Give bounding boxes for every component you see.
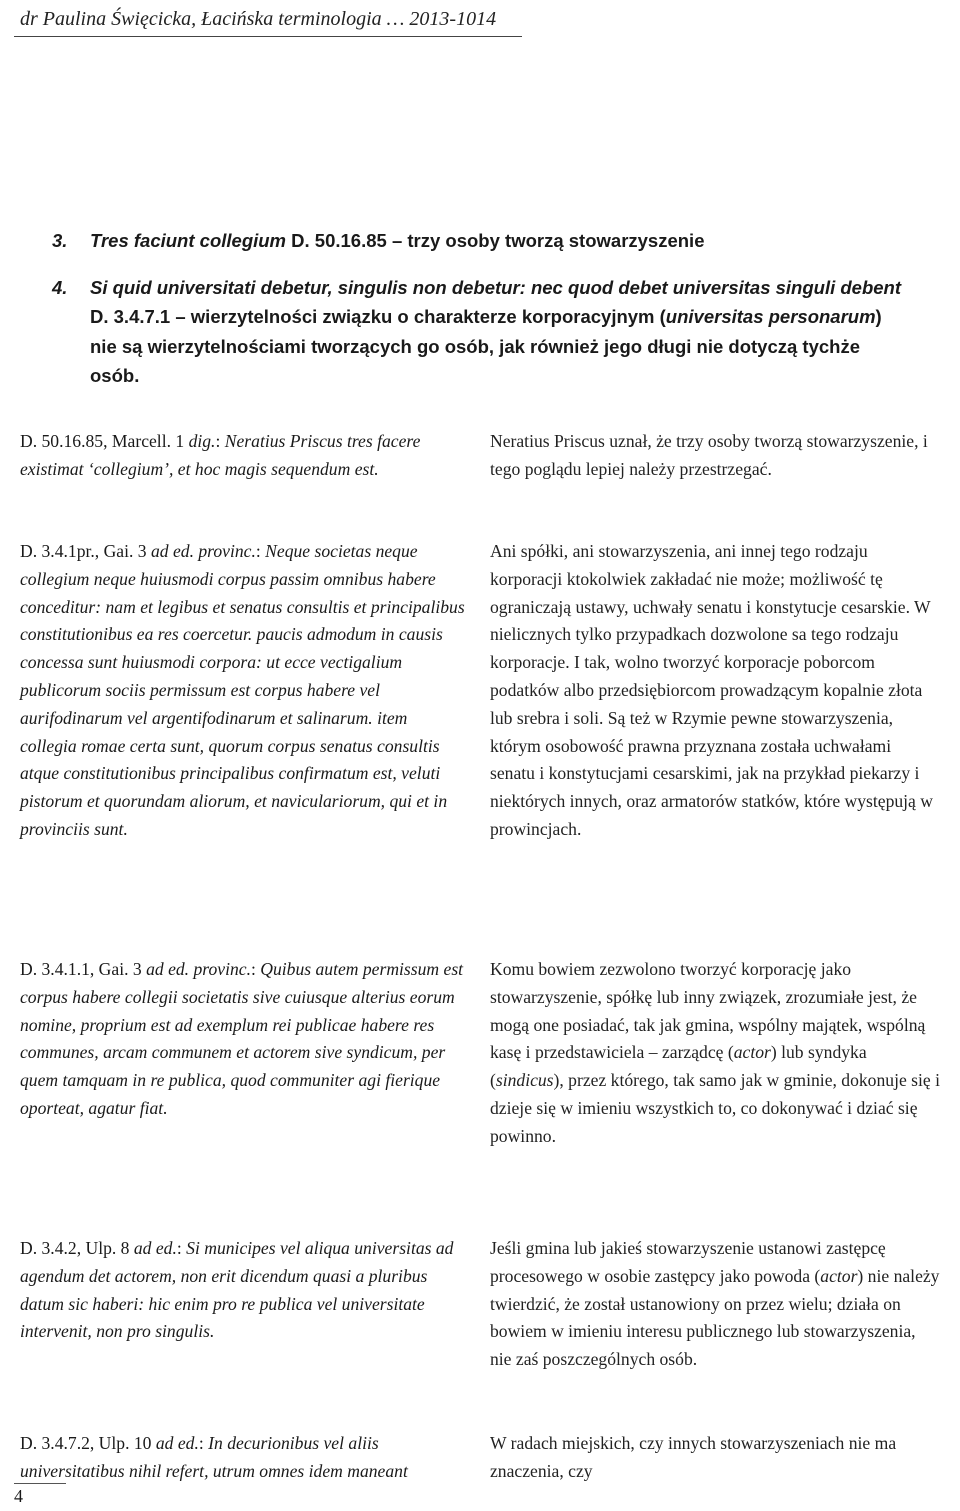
heading-ref: D. 3.4.7.1 – wierzytelności związku o charakterze korporacyjnym (: [90, 306, 666, 327]
source-work: ad ed.: [155, 1433, 199, 1453]
latin-source: [20, 428, 468, 484]
translation-text: ), przez którego, tak samo jak w gminie, dokonuje się i dzieje się w imieniu wszystkich to, co dokonywać i dziać się powinno.: [490, 1070, 941, 1146]
source-work: ad ed. provinc.: [146, 959, 251, 979]
translation-text: Jeśli gmina lub jakieś stowarzyszenie ustanowi zastępcę procesowego w osobie zastępcy jako powoda (: [490, 1238, 886, 1286]
source-work: ad ed.: [133, 1238, 177, 1258]
translation-text: ) lub syndyka (: [490, 1042, 867, 1091]
page-number: 4: [14, 1486, 23, 1506]
latin-term: actor: [820, 1265, 858, 1286]
heading-number: 4.: [52, 276, 68, 298]
source-sep: :: [198, 1433, 209, 1453]
latin-text: Neratius Priscus tres facere existimat ‘collegium’, et hoc magis sequendum est.: [20, 431, 421, 479]
heading-text: D. 50.16.85 – trzy osoby tworzą stowarzyszenie: [286, 230, 705, 251]
latin-source: [20, 538, 468, 844]
latin-text: Si municipes vel aliqua universitas ad agendum det actorem, non erit dicendum quasi a pluribus datum sic haberi: hic enim pro re publica vel universitate intervenit, non pro singulis.: [20, 1238, 454, 1342]
latin-maxim: Si quid universitati debetur, singulis non debetur: nec quod debet universitas singuli debent: [90, 276, 902, 298]
source-work: dig.: [188, 431, 216, 451]
latin-source: [20, 1430, 468, 1486]
polish-translation: Ani spółki, ani stowarzyszenia, ani innej tego rodzaju korporacji ktokolwiek zakładać nie może; możliwość tę ograniczają ustawy, uchwały senatu i konstytucje cesarskie. W nielicznych tylko przypadkach dozwolone sa tego rodzaju korporacje. I tak, wolno tworzyć korporacje poborcom podatków albo przedsiębiorcom prowadzącym kopalnie złota lub srebra i soli. Są też w Rzymie pewne stowarzyszenia, którym osobowość prawna przyznana została uchwałami senatu i konstytucjami cesarskimi, jak na przykład piekarzy i niektórych innych, oraz armatorów statków, które występują w prowincjach.: [490, 541, 933, 839]
latin-term: sindicus: [495, 1070, 554, 1091]
heading-3: [52, 226, 912, 256]
source-work: ad ed. provinc.: [150, 541, 256, 561]
source-reference: D. 50.16.85, Marcell. 1: [20, 431, 189, 451]
latin-source: [20, 1235, 468, 1346]
polish-translation: [490, 956, 940, 1151]
polish-translation: W radach miejskich, czy innych stowarzyszeniach nie ma znaczenia, czy: [490, 1433, 897, 1481]
source-sep: :: [250, 959, 261, 979]
footer-rule: [14, 1483, 66, 1484]
page-header: dr Paulina Święcicka, Łacińska terminologia … 2013-1014: [20, 8, 497, 30]
latin-term: actor: [733, 1042, 771, 1063]
header-rule: [14, 36, 522, 37]
source-reference: D. 3.4.2, Ulp. 8: [20, 1238, 134, 1258]
latin-maxim: Tres faciunt collegium: [90, 230, 287, 251]
heading-text: ) nie są wierzytelnościami tworzących go osób, jak również jego długi nie dotyczą tychże osób.: [90, 306, 882, 386]
polish-translation: [490, 1235, 940, 1374]
translation-text: Komu bowiem zezwolono tworzyć korporację jako stowarzyszenie, spółkę lub inny związek, zrozumiałe jest, że mogą one posiadać, tak jak gmina, wspólny majątek, wspólną kasę i przedstawiciela – zarządcę (: [490, 959, 926, 1063]
latin-text: Quibus autem permissum est corpus habere collegii societatis sive cuiusque alterius eorum nomine, proprium est ad exemplum rei publicae habere res communes, arcam communem et actorem sive syndicum, per quem tamquam in re publica, quod communiter agi fierique oporteat, agatur fiat.: [20, 959, 464, 1118]
latin-text: Neque societas neque collegium neque huiusmodi corpus passim omnibus habere conceditur: nam et legibus et senatus consultis et principalibus constitutionibus ea res coercetur. paucis admodum in causis concessa sunt huiusmodi corpora: ut ecce vectigalium publicorum sociis permissum est corpus habere vel aurifodinarum vel argentifodinarum et salinarum. item collegia romae certa sunt, quorum corpus senatus consultis atque constitutionibus principalibus confirmatum est, veluti pistorum et quorundam aliorum, et naviculariorum, qui et in provinciis sunt.: [20, 541, 465, 839]
translation-text: ) nie należy twierdzić, że został ustanowiony on przez wielu; działa on bowiem w imieniu interesu publicznego lub stowarzyszenia, nie zaś poszczególnych osób.: [490, 1265, 940, 1370]
source-reference: D. 3.4.1pr., Gai. 3: [20, 541, 151, 561]
source-reference: D. 3.4.1.1, Gai. 3: [20, 959, 147, 979]
source-sep: :: [255, 541, 266, 561]
heading-4: [52, 273, 912, 391]
source-sep: :: [176, 1238, 187, 1258]
source-reference: D. 3.4.7.2, Ulp. 10: [20, 1433, 156, 1453]
heading-number: 3.: [52, 230, 68, 251]
section-headings: [52, 226, 912, 391]
latin-source: [20, 956, 468, 1123]
source-sep: :: [215, 431, 225, 451]
latin-term: universitas personarum: [665, 306, 876, 327]
latin-text: In decurionibus vel aliis universitatibus nihil refert, utrum omnes idem maneant: [20, 1433, 408, 1481]
polish-translation: Neratius Priscus uznał, że trzy osoby tworzą stowarzyszenie, i tego poglądu lepiej należy przestrzegać.: [490, 431, 928, 479]
